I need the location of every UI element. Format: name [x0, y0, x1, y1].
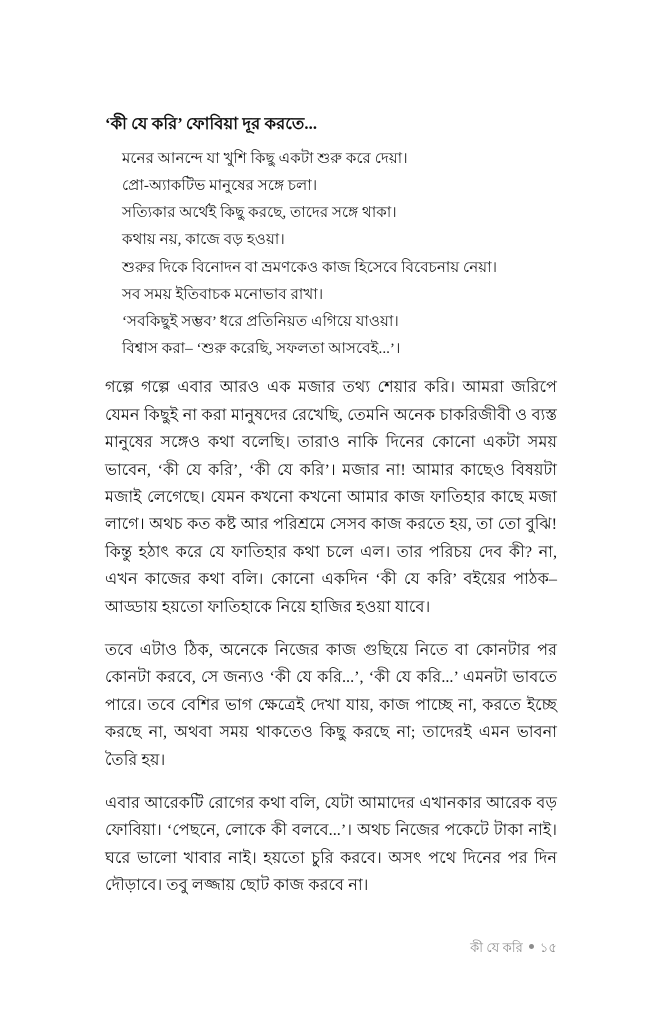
bullet-dot-icon: [529, 944, 534, 949]
tips-list: [105, 145, 557, 363]
body-paragraph: তবে এটাও ঠিক, অনেকে নিজের কাজ গুছিয়ে নিতে বা কোনটার পর কোনটা করবে, সে জন্যও ‘কী যে করি...’, ‘কী যে করি...’ এমনটা ভাবতে পারে। তবে বেশির ভাগ ক্ষেত্রেই দেখা যায়, কাজ পাচ্ছে না, করতে ইচ্ছে করছে না, অথবা সময় থাকতেও কিছু করছে না; তাদেরই এমন ভাবনা তৈরি হয়।: [105, 641, 557, 769]
page-number: ১৫: [539, 939, 557, 955]
list-item: প্রো-অ্যাকটিভ মানুষের সঙ্গে চলা।: [122, 176, 318, 194]
list-item: শুরুর দিকে বিনোদন বা ভ্রমণকেও কাজ হিসেবে বিবেচনায় নেয়া।: [122, 258, 498, 276]
page-footer: [105, 938, 557, 957]
page-title: ‘কী যে করি’ ফোবিয়া দূর করতে...: [105, 114, 318, 133]
body-paragraph: গল্পে গল্পে এবার আরও এক মজার তথ্য শেয়ার করি। আমরা জরিপে যেমন কিছুই না করা মানুষদের রেখেছি, তেমনি অনেক চাকরিজীবী ও ব্যস্ত মানুষের সঙ্গেও কথা বলেছি। তারাও নাকি দিনের কোনো একটা সময় ভাবেন, ‘কী যে করি’, ‘কী যে করি’। মজার না! আমার কাছেও বিষয়টা মজাই লেগেছে। যেমন কখনো কখনো আমার কাজ ফাতিহার কাছে মজা লাগে। অথচ কত কষ্ট আর পরিশ্রমে সেসব কাজ করতে হয়, তা তো বুঝি! কিন্তু হঠাৎ করে যে ফাতিহার কথা চলে এল। তার পরিচয় দেব কী? না, এখন কাজের কথা বলি। কোনো একদিন ‘কী যে করি’ বইয়ের পাঠক–আড্ডায় হয়তো ফাতিহাকে নিয়ে হাজির হওয়া যাবে।: [105, 378, 557, 616]
list-item: মনের আনন্দে যা খুশি কিছু একটা শুরু করে দেয়া।: [122, 149, 408, 167]
list-item: ‘সবকিছুই সম্ভব’ ধরে প্রতিনিয়ত এগিয়ে যাওয়া।: [122, 312, 399, 330]
page-content: [105, 112, 557, 900]
list-item: সত্যিকার অর্থেই কিছু করছে, তাদের সঙ্গে থাকা।: [122, 204, 397, 222]
footer-book-title: কী যে করি: [470, 939, 523, 955]
body-paragraph: এবার আরেকটি রোগের কথা বলি, যেটা আমাদের এখানকার আরেক বড় ফোবিয়া। ‘পেছনে, লোকে কী বলবে...’। অথচ নিজের পকেটে টাকা নাই। ঘরে ভালো খাবার নাই। হয়তো চুরি করবে। অসৎ পথে দিনের পর দিন দৌড়াবে। তবু লজ্জায় ছোট কাজ করবে না।: [105, 794, 557, 895]
list-item: বিশ্বাস করা– ‘শুরু করেছি, সফলতা আসবেই...’।: [122, 340, 401, 358]
list-item: কথায় নয়, কাজে বড় হওয়া।: [122, 231, 285, 249]
list-item: সব সময় ইতিবাচক মনোভাব রাখা।: [122, 285, 324, 303]
